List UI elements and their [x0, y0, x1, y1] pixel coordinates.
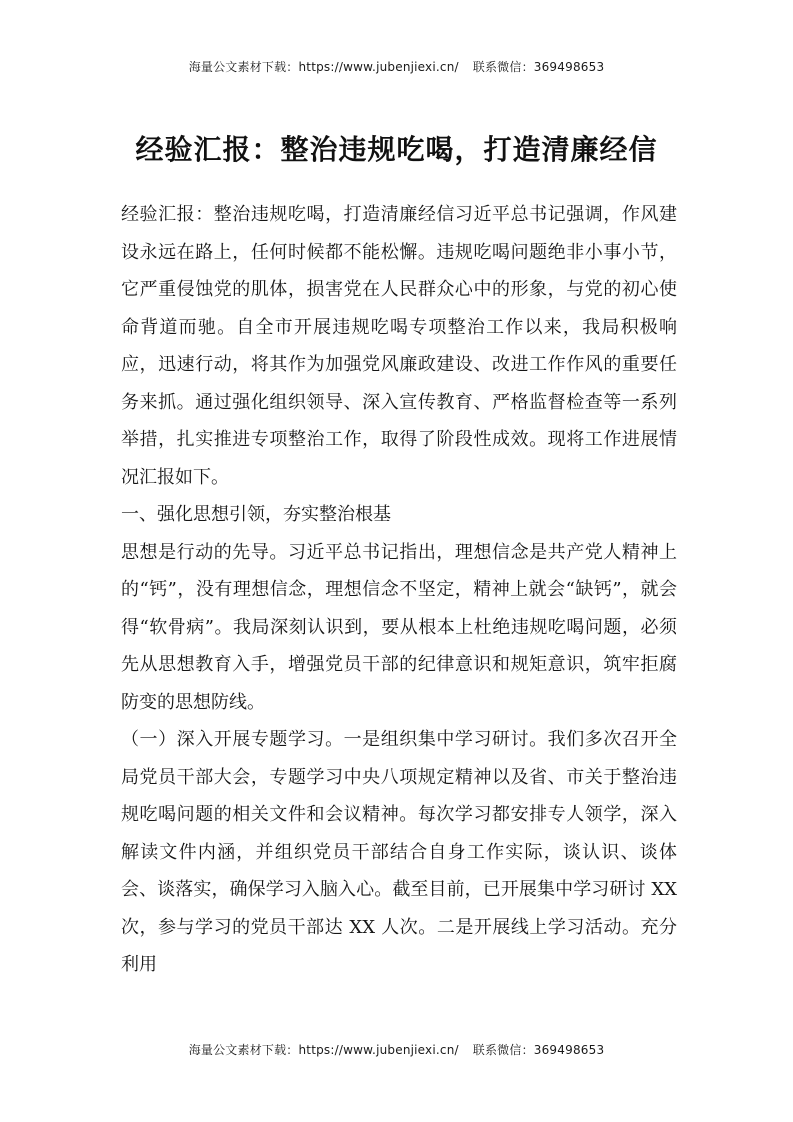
body-paragraph: （一）深入开展专题学习。一是组织集中学习研讨。我们多次召开全局党员干部大会，专题学习中央八项规定精神以及省、市关于整治违规吃喝问题的相关文件和会议精神。每次学习都安排专人领学，深入解读文件内涵，并组织党员干部结合自身工作实际，谈认识、谈体会、谈落实，确保学习入脑入心。截至目前，已开展集中学习研讨 XX 次，参与学习的党员干部达 XX 人次。二是开展线上学习活动。充分利用 — [121, 729, 677, 975]
document-body — [121, 196, 677, 984]
header-download-text: 海量公文素材下载：https://www.jubenjiexi.cn/ — [188, 60, 459, 74]
body-paragraph: 思想是行动的先导。习近平总书记指出，理想信念是共产党人精神上的“钙”，没有理想信念，理想信念不坚定，精神上就会“缺钙”，就会得“软骨病”。我局深刻认识到，要从根本上杜绝违规吃喝问题，必须先从思想教育入手，增强党员干部的纪律意识和规矩意识，筑牢拒腐防变的思想防线。 — [121, 541, 677, 713]
document-title: 经验汇报：整治违规吃喝，打造清廉经信 — [135, 133, 658, 166]
intro-paragraph: 经验汇报：整治违规吃喝，打造清廉经信习近平总书记强调，作风建设永远在路上，任何时候都不能松懈。违规吃喝问题绝非小事小节，它严重侵蚀党的肌体，损害党在人民群众心中的形象，与党的初心使命背道而驰。自全市开展违规吃喝专项整治工作以来，我局积极响应，迅速行动，将其作为加强党风廉政建设、改进工作作风的重要任务来抓。通过强化组织领导、深入宣传教育、严格监督检查等一系列举措，扎实推进专项整治工作，取得了阶段性成效。现将工作进展情况汇报如下。 — [121, 204, 677, 488]
footer-download-text: 海量公文素材下载：https://www.jubenjiexi.cn/ — [188, 1043, 459, 1057]
header-contact-text: 联系微信：369498653 — [472, 60, 605, 74]
section-heading: 一、强化思想引领，夯实整治根基 — [121, 504, 391, 525]
page-footer — [0, 1041, 793, 1058]
page-header — [0, 58, 793, 75]
footer-contact-text: 联系微信：369498653 — [472, 1043, 605, 1057]
